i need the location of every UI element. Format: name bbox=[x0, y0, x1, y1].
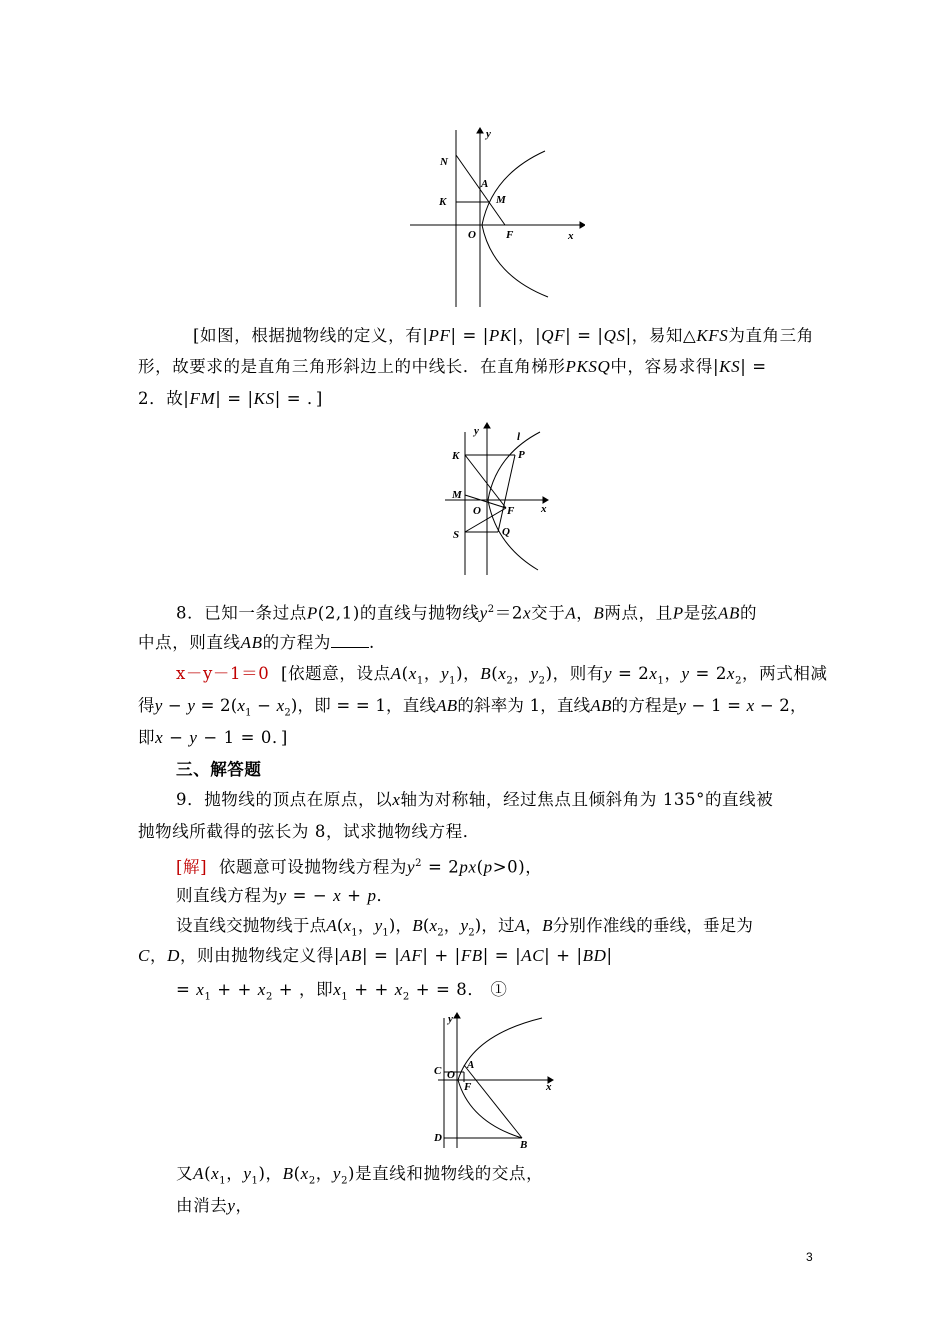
label-o: O bbox=[473, 505, 481, 517]
label-a: A bbox=[467, 1059, 475, 1071]
question-8-line-2: 中点，则直线AB的方程为 . bbox=[138, 630, 375, 655]
solution-label: [解] bbox=[176, 857, 208, 877]
page-number: 3 bbox=[806, 1250, 813, 1264]
answer-blank bbox=[331, 630, 369, 648]
solution-9-line-7: 由消去y， bbox=[176, 1196, 253, 1215]
figure-parabola-1 bbox=[410, 125, 585, 310]
label-x: x bbox=[546, 1081, 552, 1093]
question-9-line-2: 抛物线所截得的弦长为 8，试求抛物线方程． bbox=[138, 822, 480, 841]
label-q: Q bbox=[502, 526, 510, 538]
label-k: K bbox=[439, 196, 447, 208]
label-c: C bbox=[434, 1065, 442, 1077]
label-o: O bbox=[468, 229, 476, 241]
solution-9-line-4: C，D，则由抛物线定义得|AB| = |AF| + |FB| = |AC| + |BD| bbox=[138, 946, 613, 965]
parabola bbox=[458, 1018, 542, 1138]
answer-8-line-2: 得$y - y = 2(x_1 - x_2)$，即 = = 1，直线AB的斜率为 1，直线AB的方程是y − 1 = x − 2， bbox=[138, 696, 807, 719]
question-8-line-1: 8．已知一条过点P(2,1)的直线与抛物线$y^2=2x$交于A，B两点，且P是弦AB的 bbox=[176, 603, 758, 623]
solution-9-line-1: [解] 依题意可设抛物线方程为$y^2 = 2px(p>0)$， bbox=[176, 857, 543, 877]
label-y: y bbox=[486, 128, 491, 140]
label-f: F bbox=[507, 505, 515, 517]
x-axis-arrow bbox=[580, 222, 585, 228]
solution-9-line-6: 又$A(x_1$，$y_1$)，$B(x_2$，$y_2$)是直线和抛物线的交点， bbox=[176, 1164, 544, 1187]
label-m: M bbox=[496, 194, 506, 206]
parabola bbox=[488, 432, 540, 570]
label-l: l bbox=[517, 431, 521, 443]
figure-parabola-3 bbox=[430, 1010, 555, 1150]
label-a: A bbox=[481, 178, 489, 190]
y-axis-arrow bbox=[454, 1013, 460, 1018]
label-f: F bbox=[464, 1081, 472, 1093]
line-ab bbox=[464, 1065, 522, 1138]
parabola bbox=[482, 151, 548, 297]
label-n: N bbox=[440, 156, 448, 168]
solution-9-line-3: 设直线交抛物线于点$A(x_1$，$y_1$)，$B(x_2$，$y_2$)，过A，B分别作准线的垂线，垂足为 bbox=[176, 916, 754, 939]
label-f: F bbox=[506, 229, 514, 241]
solution-9-line-5: = $x_1$ + + $x_2$ + ，即$x_1$ + + $x_2$ + = 8． ① bbox=[176, 980, 508, 1003]
label-s: S bbox=[453, 529, 460, 541]
answer-8-line-1: x－y－1＝0 [依题意，设点$A(x_1$，$y_1$)，$B(x_2$，$y_2$)，则有$y = 2x_1$，$y = 2x_2$，两式相减 bbox=[176, 664, 828, 687]
section-heading: 三、解答题 bbox=[176, 760, 262, 779]
solution-7-line-1: [如图，根据抛物线的定义，有|PF| = |PK|，|QF| = |QS|，易知△KFS为直角三角 bbox=[193, 326, 814, 345]
line-mf bbox=[465, 495, 506, 508]
label-y: y bbox=[474, 425, 479, 437]
label-x: x bbox=[568, 230, 574, 242]
label-k: K bbox=[452, 450, 460, 462]
y-axis-arrow bbox=[484, 423, 490, 428]
label-y: y bbox=[448, 1013, 453, 1025]
solution-7-line-2: 形，故要求的是直角三角形斜边上的中线长．在直角梯形PKSQ中，容易求得|KS| = bbox=[138, 357, 767, 376]
question-9-line-1: 9．抛物线的顶点在原点，以x轴为对称轴，经过焦点且倾斜角为 135°的直线被 bbox=[176, 790, 774, 809]
label-p: P bbox=[518, 449, 525, 461]
solution-7-line-3: 2．故|FM| = |KS| = ．] bbox=[138, 389, 323, 408]
solution-9-line-2: 则直线方程为y = − x + p． bbox=[176, 886, 394, 905]
label-o: O bbox=[447, 1069, 455, 1081]
answer-8: x－y－1＝0 bbox=[176, 664, 270, 683]
label-m: M bbox=[452, 489, 462, 501]
label-x: x bbox=[541, 503, 547, 515]
line-sf bbox=[465, 508, 506, 532]
label-b: B bbox=[520, 1139, 528, 1150]
answer-8-line-3: 即x − y − 1 = 0．] bbox=[138, 728, 288, 747]
label-d: D bbox=[434, 1132, 442, 1144]
figure-parabola-2 bbox=[440, 420, 555, 580]
y-axis-arrow bbox=[477, 128, 483, 133]
